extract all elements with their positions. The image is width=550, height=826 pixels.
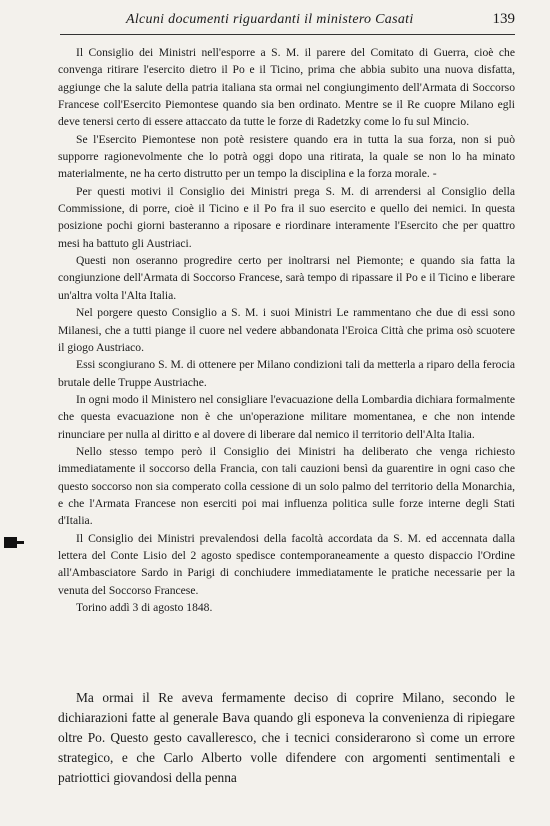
paragraph: Nel porgere questo Consiglio a S. M. i suoi Ministri Le rammentano che due di essi sono Milanesi, che a tutti piange il cuore nel vedere abbandonata l'Eroica Città che prima osò scuotere il giogo Austriaco. [58,306,515,354]
commentary-text [58,688,515,788]
paragraph: Se l'Esercito Piemontese non potè resistere quando era in tutta la sua forza, non si può supporre ragionevolmente che lo potrà oggi dopo una ritirata, la quale se non lo ha minato materialmente, ne ha certo distrutto per un tempo la disciplina e la forza morale. - [58,132,515,181]
running-title: Alcuni documenti riguardanti il ministero Casati [126,12,414,27]
page-header [60,10,515,35]
date-line: Torino addì 3 di agosto 1848. [76,601,213,614]
paragraph: Il Consiglio dei Ministri nell'esporre a S. M. il parere del Comitato di Guerra, cioè che convenga ritirare l'esercito dietro il Po e il Ticino, prima che abbia subito una nuova disfatta, aggiunge che la salute della patria italiana sta ormai nel congiungimento dell'Armata di Soccorso Francese coll'Esercito Piemontese quando sia ben ordinato. Mentre se il Re cuopre Milano egli deve tenersi certo di essere attaccato da tutte le forze di Radetzky come lo fu sul Mincio. [58,46,515,129]
paragraph: Nello stesso tempo però il Consiglio dei Ministri ha deliberato che venga richiesto immediatamente il soccorso della Francia, con tali cauzioni bensì da guarentire in ogni caso che questo soccorso non sia comperato colla cessione di un solo palmo del territorio della Monarchia, e che l'Armata Francese non eserciti poi mai influenza politica sulle forze interne degli Stati d'Italia. [58,444,515,528]
paragraph: Per questi motivi il Consiglio dei Ministri prega S. M. di arrendersi al Consiglio della Commissione, di porre, cioè il Ticino e il Po fra il suo esercito e quello dei nemici. In questa posizione pochi giorni basteranno a riposare e riordinare interamente l'Esercito che per quattro mesi ha battuto gli Austriaci. [58,184,515,250]
paragraph: In ogni modo il Ministero nel consigliare l'evacuazione della Lombardia dichiara formalmente che questa evacuazione non è che un'operazione militare momentanea, e che non intende rinunciare per nulla al diritto e al dovere di liberare dal nemico il territorio dell'Alta Italia. [58,392,515,441]
page-number: 139 [492,11,515,27]
paragraph: Essi scongiurano S. M. di ottenere per Milano condizioni tali da metterla a riparo della ferocia brutale delle Truppe Austriache. [58,358,515,389]
margin-pointer-icon [4,537,17,548]
paragraph: Questi non oseranno progredire certo per inoltrarsi nel Piemonte; e quando sia fatta la congiunzione dell'Armata di Soccorso Francese, sarà tempo di ripassare il Po e il Ticino e liberare un'altra volta l'Alta Italia. [58,254,515,302]
paragraph: Il Consiglio dei Ministri prevalendosi della facoltà accordata da S. M. ed accennata dalla lettera del Conte Lisio del 2 agosto spedisce contemporaneamente a questo dispaccio l'Ordine all'Ambasciatore Sardo in Parigi di conchiudere immediatamente le pratiche necessarie per la venuta del Soccorso Francese. [58,531,515,597]
document-body [58,44,515,616]
closing-paragraph: Ma ormai il Re aveva fermamente deciso di coprire Milano, secondo le dichiarazioni fatte al generale Bava quando gli esponeva la convenienza di ripiegare oltre Po. Questo gesto cavalleresco, che i tecnici considerarono sì come un errore strategico, e che Carlo Alberto volle difendere con argomenti sentimentali e patriottici giovandosi della penna [58,690,515,785]
